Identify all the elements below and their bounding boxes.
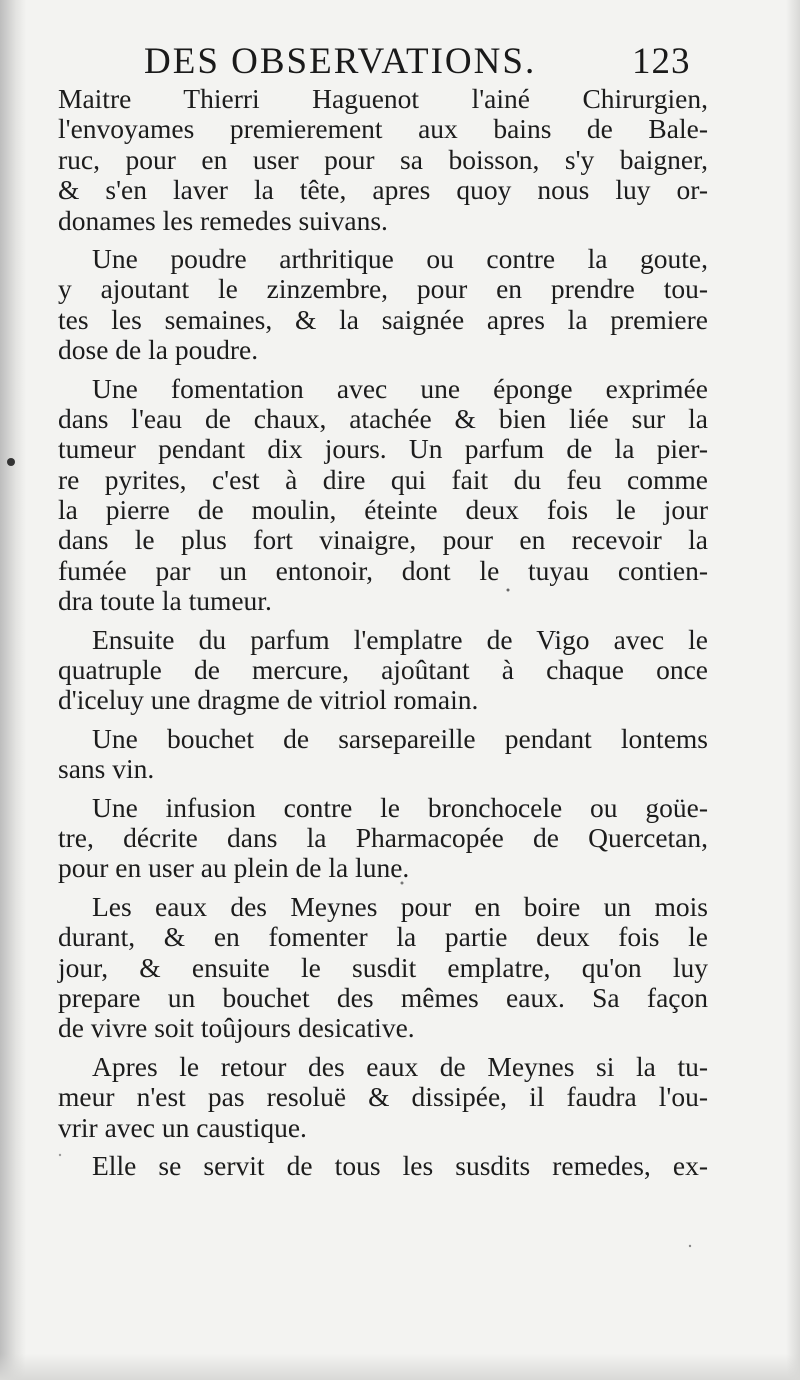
paragraph [58,84,708,236]
ink-speck [689,1245,691,1247]
text-line: dans l'eau de chaux, atachée & bien liée sur la [58,402,708,434]
running-title: DES OBSERVATIONS. [144,41,537,82]
text-line: dans le plus fort vinaigre, pour en recevoir la [58,524,708,556]
body-text [58,84,708,1181]
text-line: durant, & en fomenter la partie deux fois le [58,921,708,953]
text-line: Ensuite du parfum l'emplatre de Vigo avec le [92,623,708,655]
text-line: d'iceluy une dragme de vitriol romain. [58,684,479,716]
text-line: tes les semaines, & la saignée apres la premiere [58,303,708,335]
text-line: Une infusion contre le bronchocele ou goüe- [92,791,708,823]
text-line: pour en user au plein de la lune. [58,852,410,884]
text-line: prepare un bouchet des mêmes eaux. Sa façon [58,981,708,1013]
ink-speck [7,458,15,466]
text-line: ruc, pour en user pour sa boisson, s'y baigner, [58,143,708,175]
text-line: dose de la poudre. [58,334,259,366]
text-line: de vivre soit toûjours desicative. [58,1012,415,1044]
text-line: Maitre Thierri Haguenot l'ainé Chirurgien, [58,83,708,114]
text-line: la pierre de moulin, éteinte deux fois le jour [58,494,708,526]
text-line: dra toute la tumeur. [58,585,272,617]
text-line: Une fomentation avec une éponge exprimée [92,372,708,404]
text-line: Les eaux des Meynes pour en boire un mois [92,890,708,922]
text-line: tre, décrite dans la Pharmacopée de Quercetan, [58,821,708,853]
paragraph [58,374,708,617]
text-line: y ajoutant le zinzembre, pour en prendre tou- [58,273,708,305]
paragraph [58,625,708,716]
paragraph [58,244,708,366]
text-line: donames les remedes suivans. [58,204,388,236]
text-line: jour, & ensuite le susdit emplatre, qu'on luy [58,951,708,983]
text-line: Elle se servit de tous les susdits remedes, ex- [92,1149,708,1181]
text-line: re pyrites, c'est à dire qui fait du feu comme [58,463,708,495]
paragraph [58,1052,708,1143]
paragraph [58,793,708,884]
paragraph [58,724,708,785]
text-line: & s'en laver la tête, apres quoy nous luy or- [58,174,708,206]
text-line: fumée par un entonoir, dont le tuyau contien- [58,554,708,586]
text-line: Apres le retour des eaux de Meynes si la tu- [92,1050,708,1082]
text-line: sans vin. [58,753,155,785]
text-line: Une bouchet de sarsepareille pendant lontems [92,722,708,754]
page-number: 123 [632,41,691,82]
text-line: quatruple de mercure, ajoûtant à chaque once [58,654,708,686]
text-line: meur n'est pas resoluë & dissipée, il faudra l'ou- [58,1081,708,1113]
text-line: vrir avec un caustique. [58,1111,307,1143]
text-line: l'envoyames premierement aux bains de Bale- [58,113,708,145]
text-line: tumeur pendant dix jours. Un parfum de la pier- [58,433,708,465]
text-line: Une poudre arthritique ou contre la goute, [92,242,708,274]
paragraph [58,892,708,1044]
paragraph [58,1151,708,1181]
